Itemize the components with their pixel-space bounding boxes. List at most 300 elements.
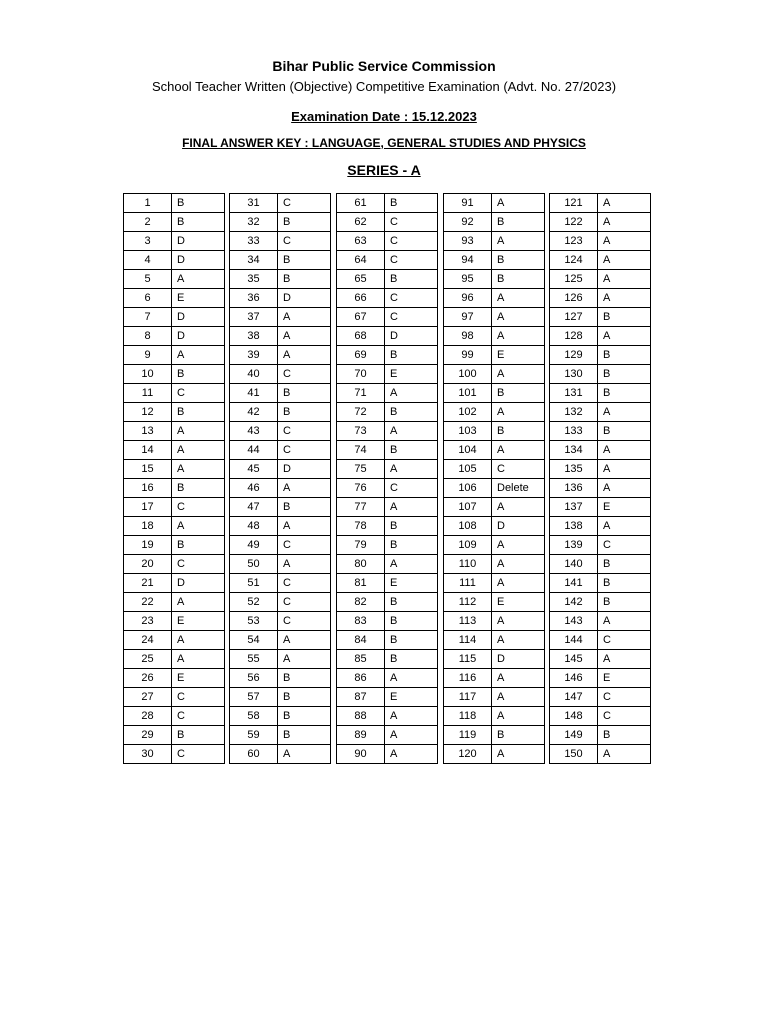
table-row — [230, 289, 331, 308]
answer-table-3 — [336, 193, 438, 764]
answer-option: E — [598, 669, 651, 688]
table-row — [550, 213, 651, 232]
answer-option: C — [385, 251, 438, 270]
answer-option: A — [172, 631, 225, 650]
exam-date: Examination Date : 15.12.2023 — [291, 109, 477, 124]
answer-option: B — [598, 346, 651, 365]
table-row — [230, 460, 331, 479]
question-number: 84 — [337, 631, 385, 650]
table-row — [550, 194, 651, 213]
question-number: 76 — [337, 479, 385, 498]
question-number: 104 — [444, 441, 492, 460]
table-row — [337, 327, 438, 346]
table-row — [124, 688, 225, 707]
answer-option: A — [172, 517, 225, 536]
table-row — [230, 745, 331, 764]
question-number: 40 — [230, 365, 278, 384]
question-number: 142 — [550, 593, 598, 612]
question-number: 126 — [550, 289, 598, 308]
table-row — [124, 479, 225, 498]
question-number: 123 — [550, 232, 598, 251]
answer-option: B — [385, 536, 438, 555]
question-number: 8 — [124, 327, 172, 346]
question-number: 61 — [337, 194, 385, 213]
answer-option: A — [598, 479, 651, 498]
table-row — [230, 232, 331, 251]
question-number: 69 — [337, 346, 385, 365]
question-number: 110 — [444, 555, 492, 574]
answer-option: C — [278, 612, 331, 631]
question-number: 49 — [230, 536, 278, 555]
table-row — [337, 707, 438, 726]
question-number: 54 — [230, 631, 278, 650]
question-number: 115 — [444, 650, 492, 669]
table-row — [337, 631, 438, 650]
question-number: 33 — [230, 232, 278, 251]
question-number: 146 — [550, 669, 598, 688]
answer-option: B — [492, 422, 545, 441]
question-number: 125 — [550, 270, 598, 289]
table-row — [230, 688, 331, 707]
answer-option: B — [385, 612, 438, 631]
answer-option: E — [385, 688, 438, 707]
answer-option: A — [598, 441, 651, 460]
question-number: 109 — [444, 536, 492, 555]
answer-option: B — [598, 555, 651, 574]
table-row — [337, 441, 438, 460]
table-row — [444, 308, 545, 327]
answer-option: A — [598, 460, 651, 479]
answer-option: B — [598, 365, 651, 384]
table-row — [230, 498, 331, 517]
answer-option: A — [598, 289, 651, 308]
question-number: 67 — [337, 308, 385, 327]
table-row — [550, 650, 651, 669]
table-row — [444, 612, 545, 631]
table-row — [444, 650, 545, 669]
question-number: 55 — [230, 650, 278, 669]
table-row — [337, 612, 438, 631]
table-row — [337, 650, 438, 669]
table-row — [124, 270, 225, 289]
question-number: 108 — [444, 517, 492, 536]
question-number: 96 — [444, 289, 492, 308]
answer-table-5 — [549, 193, 651, 764]
table-row — [444, 707, 545, 726]
question-number: 39 — [230, 346, 278, 365]
table-row — [337, 213, 438, 232]
table-row — [337, 593, 438, 612]
question-number: 136 — [550, 479, 598, 498]
answer-option: A — [598, 232, 651, 251]
question-number: 4 — [124, 251, 172, 270]
question-number: 118 — [444, 707, 492, 726]
answer-option: D — [172, 232, 225, 251]
table-row — [444, 745, 545, 764]
question-number: 17 — [124, 498, 172, 517]
table-row — [550, 574, 651, 593]
table-row — [230, 631, 331, 650]
answer-option: A — [492, 745, 545, 764]
question-number: 23 — [124, 612, 172, 631]
question-number: 80 — [337, 555, 385, 574]
table-row — [230, 536, 331, 555]
answer-option: B — [172, 726, 225, 745]
table-row — [550, 384, 651, 403]
answer-option: B — [492, 213, 545, 232]
question-number: 16 — [124, 479, 172, 498]
question-number: 101 — [444, 384, 492, 403]
answer-option: B — [492, 251, 545, 270]
answer-option: B — [278, 726, 331, 745]
table-row — [337, 669, 438, 688]
answer-option: C — [278, 422, 331, 441]
question-number: 15 — [124, 460, 172, 479]
question-number: 111 — [444, 574, 492, 593]
question-number: 149 — [550, 726, 598, 745]
table-row — [337, 289, 438, 308]
answer-option: A — [385, 422, 438, 441]
answer-option: C — [172, 688, 225, 707]
table-row — [444, 669, 545, 688]
table-row — [444, 346, 545, 365]
question-number: 52 — [230, 593, 278, 612]
answer-option: B — [492, 270, 545, 289]
table-row — [124, 441, 225, 460]
answer-option: B — [278, 384, 331, 403]
table-row — [550, 517, 651, 536]
question-number: 63 — [337, 232, 385, 251]
question-number: 103 — [444, 422, 492, 441]
question-number: 24 — [124, 631, 172, 650]
question-number: 60 — [230, 745, 278, 764]
answer-option: A — [598, 213, 651, 232]
answer-key-grid — [0, 193, 768, 759]
question-number: 81 — [337, 574, 385, 593]
answer-table-1 — [123, 193, 225, 764]
table-row — [230, 251, 331, 270]
table-row — [124, 593, 225, 612]
question-number: 91 — [444, 194, 492, 213]
answer-option: A — [172, 346, 225, 365]
answer-option: A — [385, 726, 438, 745]
answer-option: C — [278, 593, 331, 612]
answer-option: C — [278, 365, 331, 384]
question-number: 138 — [550, 517, 598, 536]
answer-option: Delete — [492, 479, 545, 498]
answer-option: C — [598, 688, 651, 707]
answer-option: B — [278, 403, 331, 422]
table-row — [337, 688, 438, 707]
question-number: 90 — [337, 745, 385, 764]
table-row — [124, 460, 225, 479]
question-number: 73 — [337, 422, 385, 441]
answer-option: A — [278, 327, 331, 346]
table-row — [444, 631, 545, 650]
table-row — [230, 612, 331, 631]
table-row — [444, 441, 545, 460]
table-row — [550, 308, 651, 327]
question-number: 47 — [230, 498, 278, 517]
answer-option: E — [492, 593, 545, 612]
question-number: 35 — [230, 270, 278, 289]
question-number: 3 — [124, 232, 172, 251]
question-number: 43 — [230, 422, 278, 441]
table-row — [124, 536, 225, 555]
answer-option: B — [278, 669, 331, 688]
answer-option: C — [385, 213, 438, 232]
question-number: 21 — [124, 574, 172, 593]
table-row — [444, 232, 545, 251]
table-row — [550, 232, 651, 251]
answer-option: A — [172, 422, 225, 441]
answer-option: A — [492, 308, 545, 327]
table-row — [444, 688, 545, 707]
answer-option: D — [278, 289, 331, 308]
table-row — [124, 194, 225, 213]
question-number: 88 — [337, 707, 385, 726]
answer-option: E — [172, 289, 225, 308]
answer-option: D — [278, 460, 331, 479]
answer-option: C — [385, 232, 438, 251]
table-row — [337, 726, 438, 745]
table-row — [124, 308, 225, 327]
question-number: 68 — [337, 327, 385, 346]
table-row — [230, 194, 331, 213]
question-number: 143 — [550, 612, 598, 631]
question-number: 106 — [444, 479, 492, 498]
answer-option: B — [172, 536, 225, 555]
answer-option: A — [278, 479, 331, 498]
question-number: 74 — [337, 441, 385, 460]
table-row — [550, 631, 651, 650]
table-row — [337, 270, 438, 289]
answer-option: B — [492, 726, 545, 745]
table-row — [550, 365, 651, 384]
question-number: 87 — [337, 688, 385, 707]
question-number: 53 — [230, 612, 278, 631]
answer-option: D — [172, 308, 225, 327]
table-row — [550, 745, 651, 764]
table-row — [444, 726, 545, 745]
answer-option: A — [278, 308, 331, 327]
question-number: 105 — [444, 460, 492, 479]
question-number: 133 — [550, 422, 598, 441]
question-number: 97 — [444, 308, 492, 327]
answer-option: C — [598, 536, 651, 555]
answer-option: A — [385, 707, 438, 726]
table-row — [444, 422, 545, 441]
answer-option: A — [385, 498, 438, 517]
question-number: 117 — [444, 688, 492, 707]
answer-option: A — [172, 593, 225, 612]
answer-option: A — [492, 441, 545, 460]
table-row — [444, 593, 545, 612]
question-number: 57 — [230, 688, 278, 707]
answer-option: B — [385, 631, 438, 650]
table-row — [550, 346, 651, 365]
answer-option: B — [278, 270, 331, 289]
question-number: 2 — [124, 213, 172, 232]
table-row — [550, 593, 651, 612]
table-row — [230, 650, 331, 669]
answer-option: B — [172, 194, 225, 213]
exam-subtitle: School Teacher Written (Objective) Competitive Examination (Advt. No. 27/2023) — [151, 79, 617, 94]
table-row — [230, 270, 331, 289]
question-number: 48 — [230, 517, 278, 536]
question-number: 95 — [444, 270, 492, 289]
table-row — [230, 422, 331, 441]
answer-option: D — [172, 327, 225, 346]
series-label: SERIES - A — [347, 162, 421, 178]
table-row — [337, 498, 438, 517]
question-number: 89 — [337, 726, 385, 745]
question-number: 22 — [124, 593, 172, 612]
question-number: 56 — [230, 669, 278, 688]
answer-option: C — [278, 232, 331, 251]
question-number: 127 — [550, 308, 598, 327]
question-number: 71 — [337, 384, 385, 403]
question-number: 124 — [550, 251, 598, 270]
question-number: 139 — [550, 536, 598, 555]
question-number: 10 — [124, 365, 172, 384]
question-number: 45 — [230, 460, 278, 479]
table-row — [124, 365, 225, 384]
question-number: 65 — [337, 270, 385, 289]
answer-option: A — [385, 384, 438, 403]
answer-option: B — [385, 346, 438, 365]
answer-option: C — [598, 631, 651, 650]
answer-option: A — [492, 631, 545, 650]
table-row — [550, 422, 651, 441]
answer-option: A — [385, 745, 438, 764]
question-number: 113 — [444, 612, 492, 631]
question-number: 145 — [550, 650, 598, 669]
table-row — [444, 555, 545, 574]
table-row — [550, 669, 651, 688]
answer-option: D — [172, 574, 225, 593]
answer-option: B — [598, 574, 651, 593]
answer-option: A — [598, 612, 651, 631]
question-number: 75 — [337, 460, 385, 479]
table-row — [550, 536, 651, 555]
answer-option: A — [598, 517, 651, 536]
commission-name: Bihar Public Service Commission — [272, 58, 496, 74]
question-number: 41 — [230, 384, 278, 403]
table-row — [337, 232, 438, 251]
answer-option: A — [598, 650, 651, 669]
answer-option: B — [385, 194, 438, 213]
table-row — [337, 555, 438, 574]
table-row — [337, 308, 438, 327]
question-number: 147 — [550, 688, 598, 707]
answer-option: A — [172, 270, 225, 289]
question-number: 107 — [444, 498, 492, 517]
table-row — [124, 498, 225, 517]
table-row — [337, 422, 438, 441]
table-row — [124, 517, 225, 536]
table-row — [124, 612, 225, 631]
table-row — [230, 213, 331, 232]
answer-option: A — [172, 650, 225, 669]
table-row — [230, 308, 331, 327]
table-row — [124, 631, 225, 650]
table-row — [444, 403, 545, 422]
table-row — [444, 536, 545, 555]
table-row — [337, 194, 438, 213]
answer-option: C — [278, 441, 331, 460]
answer-option: C — [278, 194, 331, 213]
table-row — [230, 441, 331, 460]
table-row — [550, 479, 651, 498]
table-row — [124, 232, 225, 251]
question-number: 79 — [337, 536, 385, 555]
question-number: 129 — [550, 346, 598, 365]
table-row — [444, 251, 545, 270]
answer-option: A — [598, 194, 651, 213]
answer-option: D — [492, 517, 545, 536]
answer-option: C — [598, 707, 651, 726]
answer-option: B — [385, 270, 438, 289]
question-number: 150 — [550, 745, 598, 764]
question-number: 140 — [550, 555, 598, 574]
table-row — [124, 384, 225, 403]
table-row — [124, 213, 225, 232]
question-number: 34 — [230, 251, 278, 270]
answer-option: B — [385, 593, 438, 612]
question-number: 29 — [124, 726, 172, 745]
question-number: 98 — [444, 327, 492, 346]
table-row — [337, 574, 438, 593]
question-number: 86 — [337, 669, 385, 688]
table-row — [337, 346, 438, 365]
question-number: 25 — [124, 650, 172, 669]
answer-option: A — [278, 517, 331, 536]
question-number: 121 — [550, 194, 598, 213]
table-row — [230, 403, 331, 422]
answer-option: E — [385, 574, 438, 593]
table-row — [124, 574, 225, 593]
table-row — [230, 707, 331, 726]
question-number: 30 — [124, 745, 172, 764]
answer-option: A — [278, 555, 331, 574]
answer-option: A — [172, 441, 225, 460]
question-number: 11 — [124, 384, 172, 403]
question-number: 6 — [124, 289, 172, 308]
answer-option: A — [492, 555, 545, 574]
table-row — [230, 346, 331, 365]
question-number: 14 — [124, 441, 172, 460]
question-number: 102 — [444, 403, 492, 422]
question-number: 137 — [550, 498, 598, 517]
answer-option: C — [385, 479, 438, 498]
question-number: 5 — [124, 270, 172, 289]
answer-option: A — [492, 498, 545, 517]
question-number: 93 — [444, 232, 492, 251]
question-number: 18 — [124, 517, 172, 536]
answer-table-2 — [229, 193, 331, 764]
question-number: 100 — [444, 365, 492, 384]
answer-option: A — [492, 612, 545, 631]
answer-option: A — [278, 650, 331, 669]
table-row — [550, 327, 651, 346]
table-row — [550, 726, 651, 745]
table-row — [444, 517, 545, 536]
table-row — [444, 479, 545, 498]
answer-option: A — [278, 631, 331, 650]
question-number: 44 — [230, 441, 278, 460]
table-row — [337, 251, 438, 270]
